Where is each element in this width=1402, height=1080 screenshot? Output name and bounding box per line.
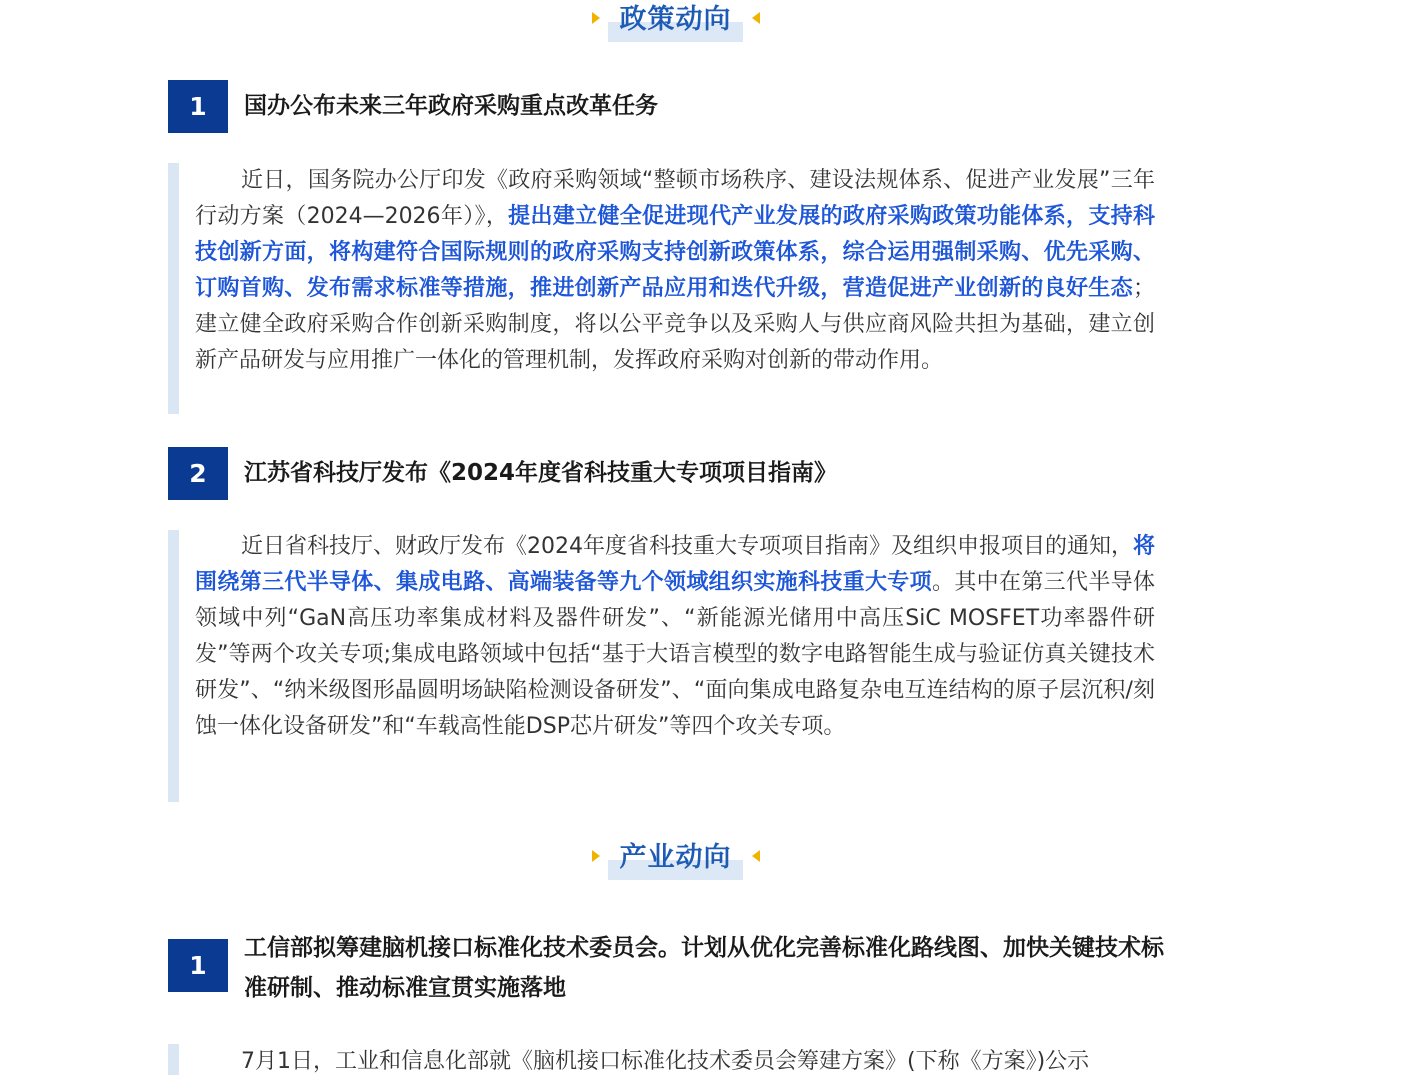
item-paragraph — [195, 163, 1155, 379]
item-number: 1 — [168, 939, 228, 992]
paragraph-highlight: 将围绕第三代半导体、集成电路、高端装备等九个领域组织实施科技重大专项 — [195, 534, 1156, 595]
quote-bar — [168, 163, 179, 414]
item-title: 工信部拟筹建脑机接口标准化技术委员会。计划从优化完善标准化路线图、加快关键技术标准研制、推动标准宣贯实施落地 — [244, 935, 1164, 1001]
paragraph-text: 。其中在第三代半导体领域中列“GaN高压功率集成材料及器件研发”、“新能源光储用中高压SiC MOSFET功率器件研发”等两个攻关专项;集成电路领域中包括“基于大语言模型的数字电路智能生成与验证仿真关键技术研发”、“纳米级图形晶圆明场缺陷检测设备研发”、“面向集成电路复杂电互连结构的原子层沉积/刻蚀一体化设备研发”和“车载高性能DSP芯片研发”等四个攻关专项。 — [195, 570, 1155, 739]
section-header-industry — [0, 838, 1402, 882]
paragraph-highlight: 提出建立健全促进现代产业发展的政府采购政策功能体系，支持科技创新方面，将构建符合国际规则的政府采购支持创新政策体系，综合运用强制采购、优先采购、订购首购、发布需求标准等措施，推进创新产品应用和迭代升级，营造促进产业创新的良好生态 — [195, 204, 1155, 301]
item-number: 2 — [168, 447, 228, 500]
item-title: 江苏省科技厅发布《2024年度省科技重大专项项目指南》 — [244, 460, 838, 486]
section-title: 产业动向 — [619, 842, 732, 873]
paragraph-text: 7月1日，工业和信息化部就《脑机接口标准化技术委员会筹建方案》(下称《方案》)公示 — [241, 1049, 1090, 1074]
item-title: 国办公布未来三年政府采购重点改革任务 — [244, 93, 658, 119]
arrow-left-icon — [752, 850, 760, 862]
arrow-right-icon — [592, 850, 600, 862]
arrow-right-icon — [592, 12, 600, 24]
paragraph-text: 近日，国务院办公厅印发《政府采购领域“整顿市场秩序、建设法规体系、促进产业发展”三年行动方案（2024—2026年）》， — [195, 168, 1155, 229]
paragraph-text: ；建立健全政府采购合作创新采购制度，将以公平竞争以及采购人与供应商风险共担为基础，建立创新产品研发与应用推广一体化的管理机制，发挥政府采购对创新的带动作用。 — [195, 276, 1155, 373]
item-paragraph — [195, 529, 1155, 745]
quote-bar — [168, 530, 179, 802]
paragraph-text: 近日省科技厅、财政厅发布《2024年度省科技重大专项项目指南》及组织申报项目的通知， — [241, 534, 1133, 559]
item-number: 1 — [168, 80, 228, 133]
section-header-policy — [0, 0, 1402, 44]
quote-bar — [168, 1044, 179, 1075]
section-title: 政策动向 — [619, 4, 732, 35]
arrow-left-icon — [752, 12, 760, 24]
